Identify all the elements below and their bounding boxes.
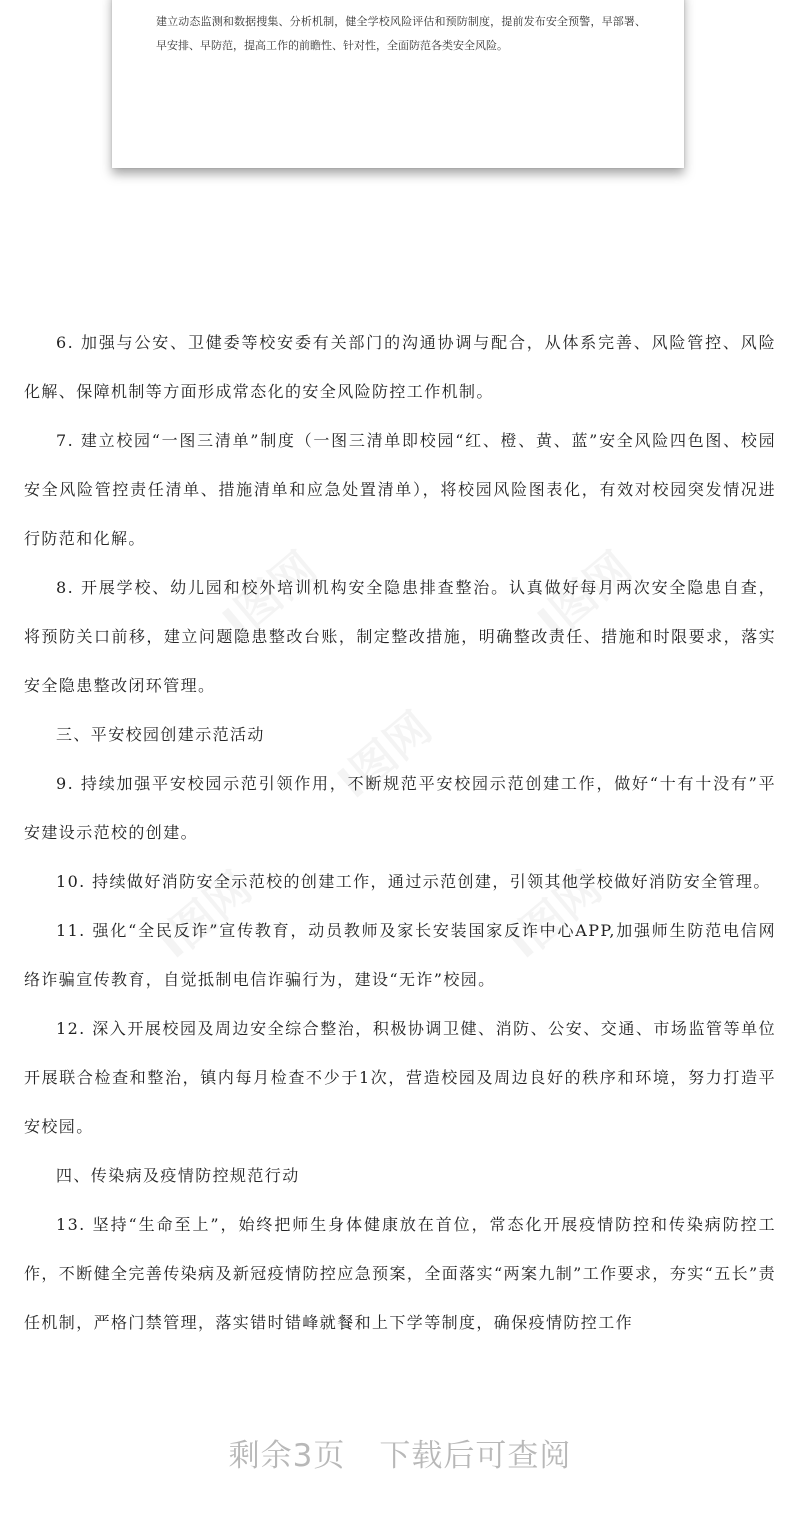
document-body (24, 318, 776, 1347)
paragraph-12: 12. 深入开展校园及周边安全综合整治，积极协调卫健、消防、公安、交通、市场监管等单位开展联合检查和整治，镇内每月检查不少于1次，营造校园及周边良好的秩序和环境，努力打造平安校园。 (24, 1019, 776, 1136)
download-prompt[interactable] (0, 1430, 800, 1475)
paragraph-6: 6. 加强与公安、卫健委等校安委有关部门的沟通协调与配合，从体系完善、风险管控、风险化解、保障机制等方面形成常态化的安全风险防控工作机制。 (24, 333, 776, 401)
section-heading-4: 四、传染病及疫情防控规范行动 (56, 1166, 300, 1185)
download-to-view-label[interactable]: 下载后可查阅 (379, 1438, 572, 1474)
paragraph-9: 9. 持续加强平安校园示范引领作用，不断规范平安校园示范创建工作，做好“十有十没有”平安建设示范校的创建。 (24, 774, 776, 842)
previous-page-card (112, 0, 684, 168)
paragraph-10: 10. 持续做好消防安全示范校的创建工作，通过示范创建，引领其他学校做好消防安全管理。 (56, 872, 771, 891)
paragraph-7: 7. 建立校园“一图三清单”制度（一图三清单即校园“红、橙、黄、蓝”安全风险四色图、校园安全风险管控责任清单、措施清单和应急处置清单），将校园风险图表化，有效对校园突发情况进行防范和化解。 (24, 431, 776, 548)
paragraph-13: 13. 坚持“生命至上”，始终把师生身体健康放在首位，常态化开展疫情防控和传染病防控工作，不断健全完善传染病及新冠疫情防控应急预案，全面落实“两案九制”工作要求，夯实“五长”责任机制，严格门禁管理，落实错时错峰就餐和上下学等制度，确保疫情防控工作 (24, 1215, 776, 1332)
paragraph-8: 8. 开展学校、幼儿园和校外培训机构安全隐患排查整治。认真做好每月两次安全隐患自查，将预防关口前移，建立问题隐患整改台账，制定整改措施，明确整改责任、措施和时限要求，落实安全隐患整改闭环管理。 (24, 578, 776, 695)
paragraph-11: 11. 强化“全民反诈”宣传教育，动员教师及家长安装国家反诈中心APP,加强师生防范电信网络诈骗宣传教育，自觉抵制电信诈骗行为，建设“无诈”校园。 (24, 921, 776, 989)
section-heading-3: 三、平安校园创建示范活动 (56, 725, 265, 744)
remaining-pages-label[interactable]: 剩余3页 (228, 1438, 346, 1474)
previous-page-text: 建立动态监测和数据搜集、分析机制，健全学校风险评估和预防制度，提前发布安全预警，早部署、早安排、早防范，提高工作的前瞻性、针对性，全面防范各类安全风险。 (156, 15, 646, 52)
